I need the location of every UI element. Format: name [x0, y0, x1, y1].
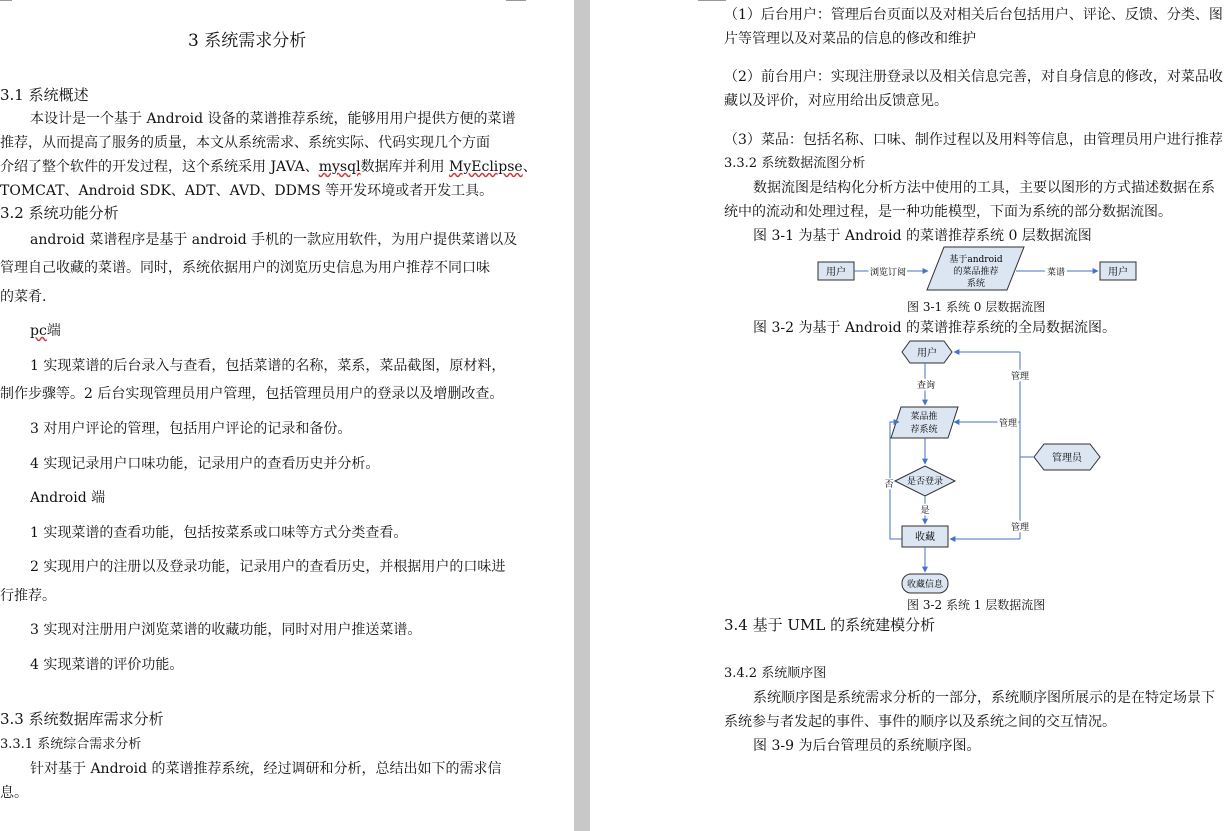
process-label-line: 基于android — [949, 255, 1003, 265]
admin-node-label: 管理员 — [1052, 453, 1082, 464]
manage-label: 管理 — [1010, 372, 1030, 382]
android-label: Android 端 — [30, 490, 106, 506]
user-entity-left-label: 用户 — [826, 267, 846, 278]
crop-mark — [506, 0, 526, 1]
list-item: 3 对用户评论的管理，包括用户评论的记录和备份。 — [30, 421, 352, 437]
list-item: 1 实现菜谱的后台录入与查看，包括菜谱的名称，菜系，菜品截图，原材料， — [30, 358, 506, 374]
paragraph-line: 管理自己收藏的菜谱。同时，系统依据用户的浏览历史信息为用户推荐不同口味 — [0, 260, 490, 276]
paragraph-line: android 菜谱程序是基于 android 手机的一款应用软件，为用户提供菜谱以及 — [30, 232, 518, 248]
paragraph-line: 息。 — [0, 785, 28, 801]
user-node-label: 用户 — [917, 348, 937, 359]
manage-label: 管理 — [998, 419, 1018, 429]
no-label: 否 — [884, 480, 894, 490]
crop-mark — [0, 0, 12, 1]
list-item: 2 实现用户的注册以及登录功能，记录用户的查看历史，并根据用户的口味进 — [30, 559, 506, 575]
flow-label-query: 查询 — [916, 381, 936, 391]
figure-3-2-dataflow — [590, 0, 1232, 600]
list-item: 4 实现菜谱的评价功能。 — [30, 657, 184, 673]
paragraph-line: 系统参与者发起的事件、事件的顺序以及系统之间的交互情况。 — [724, 714, 1116, 730]
process-label-line: 的菜品推荐 — [953, 267, 999, 277]
section-heading-3-4: 3.4 基于 UML 的系统建模分析 — [724, 616, 936, 634]
paragraph-line: 图 3-9 为后台管理员的系统顺序图。 — [753, 738, 981, 754]
list-item: （2）前台用户：实现注册登录以及相关信息完善，对自身信息的修改，对菜品收 — [724, 69, 1223, 85]
favorite-node-label: 收藏 — [915, 532, 935, 543]
process-label-line: 系统 — [966, 279, 986, 289]
list-item: （3）菜品：包括名称、口味、制作过程以及用料等信息，由管理员用户进行推荐 — [724, 132, 1223, 148]
list-item: 4 实现记录用户口味功能，记录用户的查看历史并分析。 — [30, 456, 380, 472]
paragraph-line: 统中的流动和处理过程，是一种功能模型，下面为系统的部分数据流图。 — [724, 204, 1172, 220]
list-item: 制作步骤等。2 后台实现管理员用户管理，包括管理员用户的登录以及增删改查。 — [0, 386, 504, 402]
paragraph-line: TOMCAT、Android SDK、ADT、AVD、DDMS 等开发环境或者开发工具。 — [0, 183, 494, 199]
paragraph-line: 的菜肴. — [0, 289, 47, 305]
list-item: （1）后台用户：管理后台页面以及对相关后台包括用户、评论、反馈、分类、图 — [724, 7, 1223, 23]
list-item: 行推荐。 — [0, 588, 56, 604]
figure-caption: 图 3-1 系统 0 层数据流图 — [907, 300, 1046, 314]
decision-label: 是否登录 — [906, 477, 944, 487]
manage-label: 管理 — [1010, 523, 1030, 533]
chapter-title: 3 系统需求分析 — [188, 31, 307, 51]
pc-label: pc端 — [30, 323, 61, 339]
paragraph-line: 本设计是一个基于 Android 设备的菜谱推荐系统，能够用用户提供方便的菜谱 — [30, 111, 516, 127]
subsection-heading-3-4-2: 3.4.2 系统顺序图 — [724, 666, 827, 681]
favorite-info-label: 收藏信息 — [906, 580, 944, 590]
figure-caption: 图 3-2 系统 1 层数据流图 — [907, 598, 1046, 612]
subsection-heading-3-3-1: 3.3.1 系统综合需求分析 — [0, 737, 142, 752]
paragraph-line: 系统顺序图是系统需求分析的一部分，系统顺序图所展示的是在特定场景下 — [753, 690, 1215, 706]
system-node-label-line: 菜品推 — [910, 412, 938, 422]
list-item: 藏以及评价，对应用给出反馈意见。 — [724, 93, 948, 109]
flow-label-browse: 浏览订阅 — [869, 268, 907, 278]
yes-label: 是 — [920, 506, 930, 516]
paragraph-line: 图 3-1 为基于 Android 的菜谱推荐系统 0 层数据流图 — [753, 228, 1092, 244]
section-heading-3-1: 3.1 系统概述 — [0, 86, 89, 104]
list-item: 片等管理以及对菜品的信息的修改和维护 — [724, 31, 976, 47]
document-page-right — [590, 0, 1232, 831]
system-node-label-line: 荐系统 — [910, 425, 938, 435]
subsection-heading-3-3-2: 3.3.2 系统数据流图分析 — [724, 156, 866, 171]
paragraph-line: 数据流图是结构化分析方法中使用的工具，主要以图形的方式描述数据在系 — [753, 180, 1215, 196]
flow-label-recipe: 菜谱 — [1046, 268, 1066, 278]
paragraph-line: 推荐，从而提高了服务的质量，本文从系统需求、系统实际、代码实现几个方面 — [0, 135, 490, 151]
paragraph-line: 介绍了整个软件的开发过程，这个系统采用 JAVA、mysql数据库并利用 MyEclipse、 — [0, 159, 537, 175]
paragraph-line: 图 3-2 为基于 Android 的菜谱推荐系统的全局数据流图。 — [753, 320, 1116, 336]
paragraph-line: 针对基于 Android 的菜谱推荐系统，经过调研和分析，总结出如下的需求信 — [30, 761, 502, 777]
document-page-left — [0, 0, 574, 831]
page-gutter — [574, 0, 590, 831]
list-item: 1 实现菜谱的查看功能，包括按菜系或口味等方式分类查看。 — [30, 525, 408, 541]
section-heading-3-2: 3.2 系统功能分析 — [0, 204, 119, 222]
section-heading-3-3: 3.3 系统数据库需求分析 — [0, 710, 164, 728]
user-entity-right-label: 用户 — [1108, 267, 1128, 278]
list-item: 3 实现对注册用户浏览菜谱的收藏功能，同时对用户推送菜谱。 — [30, 622, 422, 638]
